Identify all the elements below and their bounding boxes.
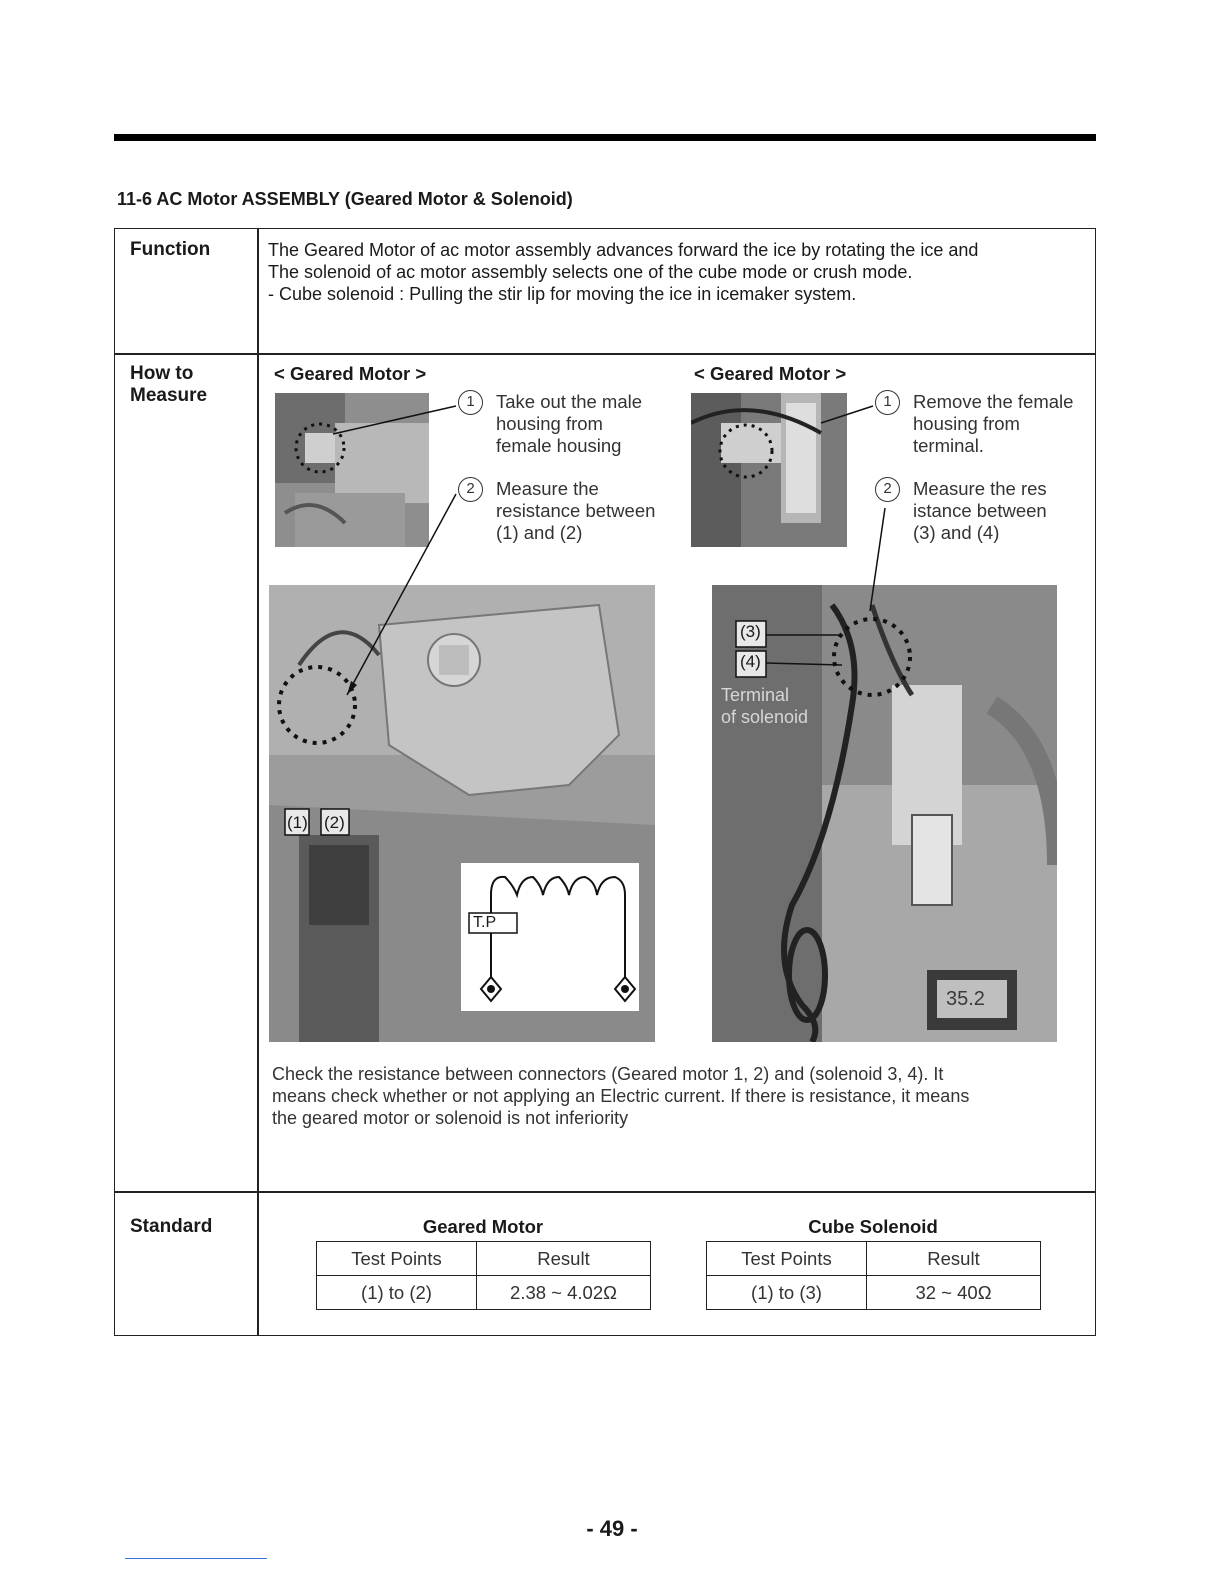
geared-motor-standard-title: Geared Motor xyxy=(422,1216,544,1237)
cube-solenoid-standard-table xyxy=(706,1241,1041,1310)
table-row xyxy=(317,1276,651,1310)
step-line: Remove the female xyxy=(913,391,1074,412)
step-line: housing from xyxy=(496,413,603,434)
section-title: 11-6 AC Motor ASSEMBLY (Geared Motor & Solenoid) xyxy=(117,189,573,209)
step-line: Measure the xyxy=(496,478,599,499)
table-cell: 32 ~ 40Ω xyxy=(867,1276,1041,1310)
table-header-cell: Test Points xyxy=(707,1242,867,1276)
step-line: (3) and (4) xyxy=(913,522,1000,543)
function-description xyxy=(268,239,1078,305)
right-heading: < Geared Motor > xyxy=(694,363,847,384)
step-number-badge: 1 xyxy=(875,390,900,415)
table-header-cell: Test Points xyxy=(317,1242,477,1276)
table-header-row xyxy=(317,1242,651,1276)
left-heading: < Geared Motor > xyxy=(274,363,427,384)
bottom-link-underline xyxy=(125,1558,267,1559)
check-line: Check the resistance between connectors (Geared motor 1, 2) and (solenoid 3, 4). It xyxy=(272,1064,944,1084)
step-number-badge: 1 xyxy=(458,390,483,415)
table-cell: (1) to (3) xyxy=(707,1276,867,1310)
label-line: How to xyxy=(130,363,194,384)
cube-solenoid-standard-title: Cube Solenoid xyxy=(808,1216,938,1237)
table-header-row xyxy=(707,1242,1041,1276)
step-line: Take out the male xyxy=(496,391,643,412)
row-divider xyxy=(115,1191,1095,1193)
geared-motor-standard-table xyxy=(316,1241,651,1310)
check-line: the geared motor or solenoid is not inferiority xyxy=(272,1108,629,1128)
column-divider xyxy=(257,229,259,1335)
table-header-cell: Result xyxy=(477,1242,651,1276)
step-line: housing from xyxy=(913,413,1020,434)
spec-table xyxy=(114,228,1096,1336)
step-line: (1) and (2) xyxy=(496,522,583,543)
step-number-badge: 2 xyxy=(875,477,900,502)
step-line: terminal. xyxy=(913,435,984,456)
check-description xyxy=(272,1063,969,1129)
table-row xyxy=(707,1276,1041,1310)
function-line: The Geared Motor of ac motor assembly advances forward the ice by rotating the ice and xyxy=(268,240,979,260)
function-line: The solenoid of ac motor assembly selects one of the cube mode or crush mode. xyxy=(268,262,913,282)
table-cell: (1) to (2) xyxy=(317,1276,477,1310)
row-divider xyxy=(115,353,1095,355)
geared-motor-connector-photo xyxy=(275,393,429,547)
step-line: female housing xyxy=(496,435,622,456)
table-cell: 2.38 ~ 4.02Ω xyxy=(477,1276,651,1310)
standard-label: Standard xyxy=(130,1216,213,1237)
multimeter-reading: 35.2 xyxy=(946,988,985,1010)
solenoid-terminal-photo xyxy=(691,393,847,547)
right-step-2 xyxy=(883,478,1047,544)
photo-label-4: (4) xyxy=(740,652,761,671)
left-step-2 xyxy=(466,478,656,544)
right-step-1 xyxy=(883,391,1074,457)
left-step-1 xyxy=(466,391,643,457)
step-line: resistance between xyxy=(496,500,656,521)
how-to-measure-label xyxy=(130,363,207,407)
step-line: Measure the res xyxy=(913,478,1047,499)
top-rule xyxy=(114,134,1096,141)
check-line: means check whether or not applying an Electric current. If there is resistance, it means xyxy=(272,1086,970,1106)
label-line: Measure xyxy=(130,385,208,406)
step-line: istance between xyxy=(913,500,1047,521)
function-line: - Cube solenoid : Pulling the stir lip for moving the ice in icemaker system. xyxy=(268,284,857,304)
photo-label-2: (2) xyxy=(324,813,345,832)
terminal-caption-line1: Terminal xyxy=(721,685,790,705)
solenoid-measurement-photo xyxy=(712,585,1057,1042)
terminal-caption-line2: of solenoid xyxy=(721,707,809,727)
function-label: Function xyxy=(130,239,211,260)
photo-label-1: (1) xyxy=(287,813,308,832)
step-number-badge: 2 xyxy=(458,477,483,502)
table-header-cell: Result xyxy=(867,1242,1041,1276)
page-number: - 49 - xyxy=(586,1516,638,1541)
photo-label-3: (3) xyxy=(740,622,761,641)
geared-motor-measurement-photo xyxy=(269,585,655,1042)
tp-label: T.P xyxy=(473,914,497,931)
